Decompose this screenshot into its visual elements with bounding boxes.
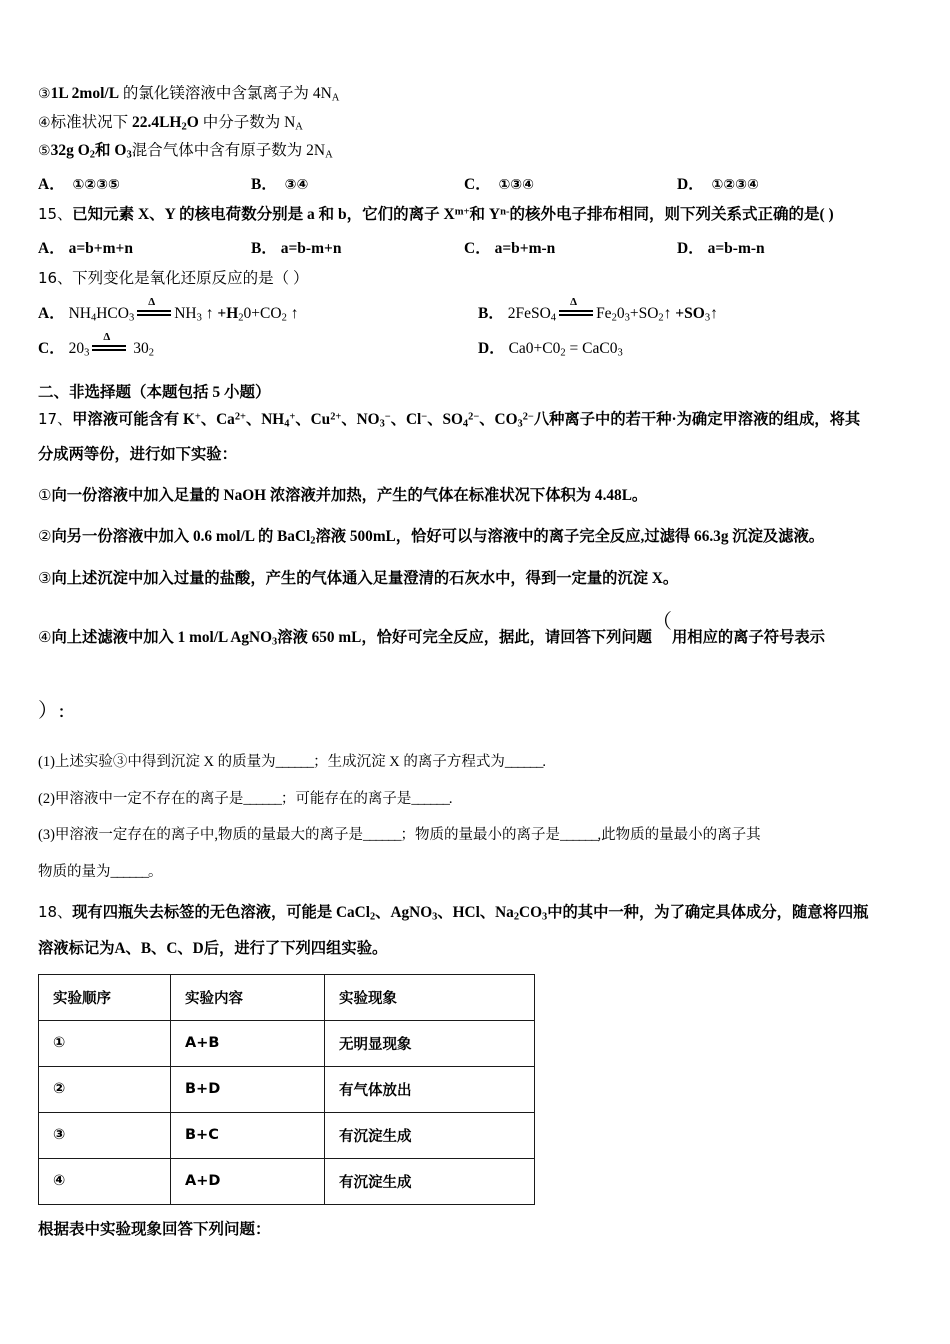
- q16-option-b-right-sub4: 3: [704, 312, 711, 324]
- q17-sub-2-blank-2[interactable]: ______: [411, 790, 449, 807]
- q17-open-paren: （: [651, 610, 672, 633]
- q16-option-c-left-sub1: 3: [84, 347, 90, 359]
- q17-sup-5: −: [384, 410, 391, 422]
- q15-stem-sup-1: m+: [454, 205, 470, 217]
- table-header-content: 实验内容: [171, 974, 325, 1020]
- table-cell-phenomenon-4: 有沉淀生成: [325, 1158, 535, 1204]
- q17-sub-1-text-b: ；生成沉淀 X 的离子方程式为: [313, 754, 505, 771]
- q17-stem-i: 八种离子中的若干种·为确定甲溶液的组成，将其: [533, 410, 861, 428]
- q17-subquestion-2: [38, 792, 926, 807]
- q16-option-d-left-sub1: 2: [560, 347, 566, 359]
- q17-sub-3-num: (3): [38, 827, 55, 844]
- q14-option-b-text: ③④: [284, 176, 309, 193]
- q17-subquestion-3-line2: [38, 865, 926, 880]
- q18-stem-a: 现有四瓶失去标签的无色溶液，可能是 CaCl: [72, 904, 370, 922]
- q17-sub-2-text-a: 甲溶液中一定不存在的离子是: [54, 790, 244, 807]
- q17-stem-line-2: 分成两等份，进行如下实验：: [38, 445, 237, 463]
- q17-sub-3-text-c: ,此物质的量最小的离子其: [597, 827, 761, 844]
- q16-option-d-right-sub: 3: [617, 347, 623, 359]
- q14-option-b-label: B．: [251, 175, 277, 193]
- q16-stem: [38, 271, 926, 287]
- q16-option-b-tail4: ↑: [710, 304, 718, 322]
- q17-sub-3-text-b: ；物质的量最小的离子是: [400, 827, 561, 844]
- item-marker-4: ④: [38, 114, 51, 131]
- q16-option-c[interactable]: [38, 331, 478, 359]
- q14-option-c-label: C．: [464, 175, 491, 193]
- q17-step-2-text-b: 溶液 500mL，恰好可以与溶液中的离子完全反应,过滤得 66.3g 沉淀及滤液。: [315, 528, 825, 546]
- item-4-sub-1: 2: [181, 121, 187, 133]
- q17-sup-3: +: [289, 410, 296, 422]
- q16-option-a-tail2: 0+CO: [243, 304, 282, 322]
- q18-sub-4: 3: [541, 911, 548, 923]
- item-5-sub-1: 2: [89, 149, 96, 161]
- q18-stem-b: 、AgNO: [375, 904, 433, 922]
- q17-subquestion-3: [38, 828, 926, 843]
- q15-stem-2: 和 Y: [469, 205, 501, 223]
- item-5-text-a: 32g O: [50, 142, 90, 159]
- q17-sub-4: 3: [517, 418, 523, 430]
- q17-sub-3-blank-1[interactable]: ______: [363, 827, 401, 844]
- q16-option-c-left: 20: [68, 339, 85, 357]
- table-row: [39, 1020, 535, 1066]
- q17-stem-g: 、SO: [427, 410, 463, 428]
- q16-options-row-1: [38, 296, 926, 324]
- table-cell-content-2: B+D: [171, 1066, 325, 1112]
- q15-options-row: [38, 236, 926, 258]
- q16-option-a-right-sub3: 2: [281, 312, 287, 324]
- q16-option-a-right: NH: [174, 304, 197, 322]
- q18-sub-3: 2: [513, 911, 520, 923]
- item-4-text-d: 中分子数为: [202, 113, 281, 131]
- q16-option-d-equals: =: [565, 339, 583, 357]
- item-5-text-d: 2N: [306, 142, 326, 159]
- q17-sub-1-num: (1): [38, 754, 55, 771]
- q17-step-2: [38, 527, 926, 547]
- q16-stem-text: 下列变化是氧化还原反应的是（ ）: [72, 270, 309, 287]
- q17-step-4-text-a: 向上述滤液中加入 1 mol/L AgNO: [51, 628, 272, 646]
- item-marker-3: ③: [38, 86, 51, 102]
- q16-option-a-right-sub2: 2: [238, 312, 244, 324]
- q18-footer: 根据表中实验现象回答下列问题：: [38, 1220, 271, 1238]
- q17-step-3-marker: ③: [38, 568, 52, 587]
- q16-option-a-left-sub1: 4: [90, 312, 97, 324]
- heat-reaction-arrow-icon: Δ: [92, 341, 126, 357]
- q17-stem-line-1: [38, 409, 926, 430]
- q17-sub-2-blank-1[interactable]: ______: [243, 790, 281, 807]
- q17-sub-3-blank-2[interactable]: ______: [560, 827, 598, 844]
- q17-step-4-text-b: 溶液 650 mL，恰好可完全反应，据此，请回答下列问题: [277, 628, 652, 646]
- item-5-text-c: 混合气体中含有原子数为: [131, 142, 303, 159]
- table-cell-phenomenon-2: 有气体放出: [325, 1066, 535, 1112]
- q17-sup-7: 2−: [468, 410, 480, 422]
- q17-step-4-marker: ④: [38, 627, 52, 646]
- q15-option-a-text: a=b+m+n: [68, 240, 133, 257]
- q18-stem-d: CO: [519, 904, 542, 922]
- q17-sub-1-blank-2[interactable]: ______: [504, 754, 543, 771]
- q15-option-b-text: a=b-m+n: [280, 240, 342, 257]
- q17-stem-h: 、CO: [479, 410, 518, 428]
- q16-option-a-tail3: ↑: [290, 304, 299, 322]
- q16-option-b-tail2: +SO: [629, 304, 659, 322]
- q14-option-d-label: D．: [677, 175, 704, 193]
- q16-option-d[interactable]: [478, 336, 918, 358]
- q15-option-a[interactable]: [38, 236, 251, 258]
- q17-stem-d: 、Cu: [295, 410, 331, 428]
- q17-step-4-sub: 3: [272, 636, 278, 648]
- q17-sub-3-line2-b: 。: [148, 863, 163, 880]
- q18-stem-line-2: 溶液标记为A、B、C、D后，进行了下列四组实验。: [38, 939, 388, 957]
- q16-option-a-label: A．: [38, 304, 65, 322]
- item-3-text-b: 的氯化镁溶液中含氯离子为: [122, 85, 309, 102]
- q18-sub-1: 2: [369, 911, 376, 923]
- q16-option-b[interactable]: [478, 296, 918, 324]
- q17-sub-1-blank-1[interactable]: ______: [275, 754, 314, 771]
- item-3-sub: A: [331, 92, 340, 104]
- q15-option-b[interactable]: [251, 236, 464, 258]
- table-cell-content-1: A+B: [171, 1020, 325, 1066]
- q17-step-3: [38, 568, 926, 587]
- q16-option-b-right-sub2: 3: [624, 312, 630, 324]
- q17-sub-2-text-b: ；可能存在的离子是: [280, 790, 412, 807]
- q16-option-a-left-mid: HCO: [96, 304, 129, 322]
- q17-stem-c: 、NH: [245, 410, 285, 428]
- q17-close-paren-line: [38, 701, 926, 721]
- statement-item-4: [38, 115, 926, 131]
- q14-option-a[interactable]: [38, 172, 251, 194]
- page-content: [38, 86, 926, 1239]
- q16-option-c-label: C．: [38, 339, 65, 357]
- table-cell-order-2: ②: [39, 1066, 171, 1112]
- q15-stem-3: 的核外电子排布相同，则下列关系式正确的是( ): [509, 205, 834, 223]
- table-header-phenomenon: 实验现象: [325, 974, 535, 1020]
- q16-option-b-left: 2FeSO: [507, 304, 551, 322]
- table-cell-order-4: ④: [39, 1158, 171, 1204]
- q15-option-c-label: C．: [464, 240, 491, 257]
- item-marker-5: ⑤: [38, 143, 51, 159]
- table-header-row: [39, 974, 535, 1020]
- q16-option-c-right: 30: [133, 339, 149, 357]
- q17-sub-3-blank-3[interactable]: ______: [110, 863, 148, 880]
- q14-option-a-label: A．: [38, 175, 65, 193]
- q17-stem-f: 、Cl: [390, 410, 422, 428]
- q17-close-paren: ）: [38, 700, 58, 723]
- q15-option-a-label: A．: [38, 240, 65, 257]
- q14-option-c-text: ①③④: [498, 176, 535, 193]
- table-row: [39, 1112, 535, 1158]
- q16-number: 16、: [38, 269, 73, 287]
- statement-item-3: [38, 86, 926, 102]
- item-4-text-b: 22.4LH: [131, 113, 182, 131]
- q17-sub-2-text-c: .: [448, 790, 453, 807]
- table-row: [39, 1158, 535, 1204]
- q14-option-d-text: ①②③④: [711, 176, 759, 193]
- q17-step-1-marker: ①: [38, 486, 52, 505]
- q17-sup-1: +: [194, 410, 201, 422]
- table-cell-content-3: B+C: [171, 1112, 325, 1158]
- item-4-text-e: N: [284, 113, 296, 131]
- q17-sub-1: 4: [284, 418, 290, 430]
- q17-sub-1-text-a: 上述实验③中得到沉淀 X 的质量为: [54, 754, 276, 771]
- q17-step-4-text-c: 用相应的离子符号表示: [671, 628, 825, 646]
- q15-option-c[interactable]: [464, 236, 677, 258]
- q15-stem: [38, 204, 926, 223]
- q18-sub-2: 3: [432, 911, 438, 923]
- q17-stem-e: 、NO: [341, 410, 380, 428]
- q15-stem-1: 已知元素 X、Y 的核电荷数分别是 a 和 b，它们的离子 X: [72, 205, 455, 223]
- q17-sub-1-text-c: .: [542, 754, 547, 771]
- q17-sup-6: −: [421, 410, 428, 422]
- table-cell-phenomenon-1: 无明显现象: [325, 1020, 535, 1066]
- q17-number: 17、: [38, 409, 73, 428]
- q16-option-c-right-sub: 2: [148, 347, 154, 359]
- q17-sub-2-num: (2): [38, 790, 55, 807]
- q17-step-2-sub: 2: [310, 535, 316, 547]
- q17-sub-3-text-a: 甲溶液一定存在的离子中,物质的量最大的离子是: [54, 827, 364, 844]
- q17-sup-8: 2−: [522, 410, 534, 422]
- q15-option-d-label: D．: [677, 240, 704, 257]
- item-5-sub-2: 3: [126, 149, 132, 161]
- q17-step-2-text-a: 向另一份溶液中加入 0.6 mol/L 的 BaCl: [51, 528, 311, 546]
- q17-sub-3-line2-a: 物质的量为: [38, 863, 111, 880]
- table-cell-phenomenon-3: 有沉淀生成: [325, 1112, 535, 1158]
- q16-option-a-left-sub2: 3: [128, 312, 135, 324]
- q16-option-b-right-sub: 2: [611, 312, 617, 324]
- q17-step-1-text: 向一份溶液中加入足量的 NaOH 浓溶液并加热，产生的气体在标准状况下体积为 4.48L。: [51, 487, 648, 505]
- q14-option-c[interactable]: [464, 172, 677, 194]
- q17-step-2-marker: ②: [38, 527, 52, 546]
- item-4-text-c: O: [186, 113, 199, 131]
- q16-option-d-left: Ca0+C0: [508, 339, 561, 357]
- q17-sup-2: 2+: [234, 410, 246, 422]
- statement-item-5: [38, 143, 926, 159]
- q17-colon: ：: [58, 704, 74, 722]
- table-cell-order-1: ①: [39, 1020, 171, 1066]
- q17-step-3-text: 向上述沉淀中加入过量的盐酸，产生的气体通入足量澄清的石灰水中，得到一定量的沉淀 X。: [51, 569, 679, 587]
- q15-option-b-label: B．: [251, 240, 277, 257]
- q17-sub-3: 4: [462, 418, 469, 430]
- table-header-order: 实验顺序: [39, 974, 171, 1020]
- table-cell-content-4: A+D: [171, 1158, 325, 1204]
- q16-option-b-right: Fe: [596, 304, 612, 322]
- q18-stem-e: 中的其中一种，为了确定具体成分，随意将四瓶: [547, 904, 869, 922]
- q16-option-b-tail: 0: [616, 304, 625, 322]
- table-row: [39, 1066, 535, 1112]
- q17-stem-a: 甲溶液可能含有 K: [72, 410, 195, 428]
- q15-option-d[interactable]: [677, 236, 890, 258]
- q15-option-c-text: a=b+m-n: [494, 240, 556, 257]
- q16-option-d-label: D．: [478, 339, 505, 357]
- item-5-sub-3: A: [325, 149, 333, 161]
- q16-options-row-2: [38, 331, 926, 359]
- q14-option-a-text: ①②③⑤: [72, 176, 120, 193]
- q18-stem-line-1: [38, 903, 926, 923]
- item-3-text-c: 4N: [312, 85, 332, 102]
- item-3-text-a: 1L 2mol/L: [50, 85, 120, 102]
- heat-reaction-arrow-icon: Δ: [559, 306, 593, 322]
- q15-stem-sup-2: n-: [500, 205, 510, 217]
- q16-option-d-right: CaC0: [582, 339, 618, 357]
- q17-sup-4: 2+: [330, 410, 342, 422]
- item-5-text-b: 和 O: [95, 142, 127, 159]
- q16-option-a-tail: ↑ +H: [205, 304, 239, 322]
- q14-option-d[interactable]: [677, 172, 890, 194]
- q16-option-a[interactable]: [38, 296, 478, 324]
- q17-sub-2: 3: [379, 418, 385, 430]
- q16-option-b-right-sub3: 2: [658, 312, 664, 324]
- table-cell-order-3: ③: [39, 1112, 171, 1158]
- q17-step-1: [38, 488, 926, 503]
- q18-stem-c: 、HCl、Na: [437, 904, 514, 922]
- q16-option-a-right-sub: 3: [196, 312, 202, 324]
- heat-reaction-arrow-icon: Δ: [137, 306, 171, 322]
- q17-step-4: [38, 610, 926, 648]
- experiment-table: [38, 974, 535, 1205]
- q16-option-b-label: B．: [478, 304, 504, 322]
- q15-option-d-text: a=b-m-n: [707, 240, 765, 257]
- q16-option-b-tail3: ↑ +SO: [663, 304, 705, 322]
- q14-options-row: [38, 172, 926, 194]
- item-4-text-a: 标准状况下: [50, 113, 129, 131]
- item-4-sub-2: A: [295, 121, 303, 133]
- q17-stem-b: 、Ca: [200, 410, 235, 428]
- q16-option-a-left: NH: [68, 304, 91, 322]
- q17-subquestion-1: [38, 755, 926, 770]
- q16-option-b-left-sub1: 4: [550, 312, 557, 324]
- q18-number: 18、: [38, 903, 73, 922]
- q14-option-b[interactable]: [251, 172, 464, 194]
- section-2-heading: 二、非选择题（本题包括 5 小题）: [38, 383, 271, 401]
- q15-number: 15、: [38, 204, 73, 223]
